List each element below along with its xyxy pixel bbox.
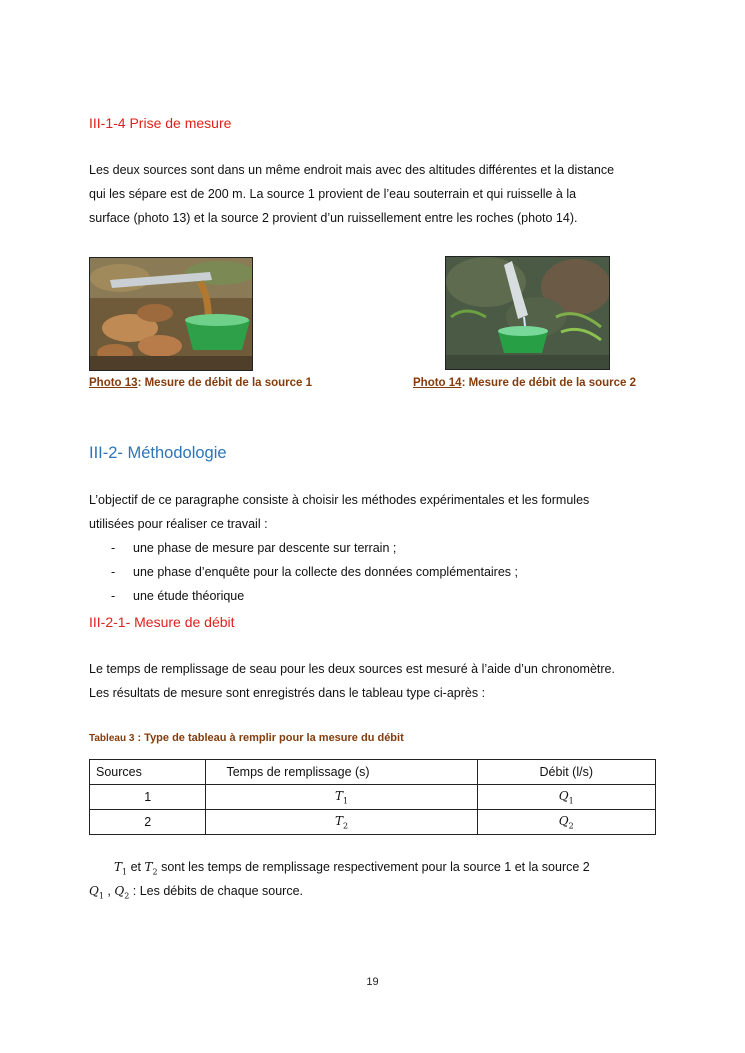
table-cell-flow xyxy=(477,810,655,835)
photo-14-source-2 xyxy=(445,256,610,370)
paragraph-methodologie xyxy=(89,488,656,536)
photo-13-caption-text: : Mesure de débit de la source 1 xyxy=(137,377,313,389)
table-cell-time xyxy=(206,785,477,810)
table-cell-source: 2 xyxy=(90,810,206,835)
paragraph-line: surface (photo 13) et la source 2 provient d’un ruissellement entre les roches (photo 14). xyxy=(89,211,578,225)
photo-14-label: Photo 14 xyxy=(413,377,462,389)
photo-13-source-1 xyxy=(89,257,253,371)
notes-line-1 xyxy=(114,860,590,876)
table-cell-flow xyxy=(477,785,655,810)
math-var: T xyxy=(144,860,153,874)
math-var: Q xyxy=(558,813,569,828)
photo-14-illustration xyxy=(446,257,609,369)
debit-table xyxy=(89,759,656,835)
photo-13-caption xyxy=(89,377,312,389)
table-header-sources: Sources xyxy=(90,760,206,785)
list-item-text: une phase de mesure par descente sur terrain ; xyxy=(133,541,397,555)
paragraph-line: utilisées pour réaliser ce travail : xyxy=(89,517,268,531)
list-item-text: une phase d’enquête pour la collecte des données complémentaires ; xyxy=(133,565,518,579)
paragraph-line: L’objectif de ce paragraphe consiste à choisir les méthodes expérimentales et les formules xyxy=(89,493,590,507)
list-item-text: une étude théorique xyxy=(133,589,245,603)
math-sub: 2 xyxy=(568,821,574,831)
notes-line-2 xyxy=(89,884,303,900)
table-3-label: Tableau 3 xyxy=(89,733,135,744)
math-sub: 2 xyxy=(342,821,349,831)
math-var: T xyxy=(114,860,123,874)
table-header-temps: Temps de remplissage (s) xyxy=(206,760,477,785)
list-item: - une phase de mesure par descente sur terrain ; xyxy=(89,536,656,560)
math-var: Q xyxy=(89,884,99,898)
notes-text: : Les débits de chaque source. xyxy=(129,884,304,898)
methodology-list xyxy=(89,536,656,608)
table-row xyxy=(90,785,656,810)
list-item: - une étude théorique xyxy=(89,584,656,608)
paragraph-line: Les deux sources sont dans un même endroit mais avec des altitudes différentes et la distance xyxy=(89,163,615,177)
table-row xyxy=(90,810,656,835)
table-cell-time xyxy=(206,810,477,835)
math-var: Q xyxy=(114,884,125,898)
math-sub: 1 xyxy=(122,867,128,877)
math-sub: 1 xyxy=(98,891,104,901)
paragraph-line: qui les sépare est de 200 m. La source 1 provient de l’eau souterrain et qui ruisselle à la xyxy=(89,187,577,201)
table-3-caption-text: : Type de tableau à remplir pour la mesure du débit xyxy=(134,732,404,744)
photo-14-caption xyxy=(413,377,636,389)
section-heading-prise-de-mesure: III-1-4 Prise de mesure xyxy=(89,115,232,131)
list-item: - une phase d’enquête pour la collecte des données complémentaires ; xyxy=(89,560,656,584)
math-sub: 1 xyxy=(568,796,574,806)
page-number: 19 xyxy=(366,976,379,988)
table-cell-source: 1 xyxy=(90,785,206,810)
notes-text: et xyxy=(127,860,145,874)
photo-13-illustration xyxy=(90,258,252,370)
table-3-caption xyxy=(89,732,404,744)
paragraph-line: Les résultats de mesure sont enregistrés dans le tableau type ci-après : xyxy=(89,686,486,700)
math-sub: 2 xyxy=(152,867,158,877)
paragraph-sources-description xyxy=(89,158,656,230)
paragraph-line: Le temps de remplissage de seau pour les deux sources est mesuré à l’aide d’un chronomètre. xyxy=(89,662,615,676)
math-var: T xyxy=(334,788,343,803)
notes-text: , xyxy=(103,884,115,898)
photo-14-caption-text: : Mesure de débit de la source 2 xyxy=(461,377,637,389)
math-var: T xyxy=(334,813,343,828)
paragraph-mesure-debit xyxy=(89,657,656,705)
section-heading-methodologie: III-2- Méthodologie xyxy=(89,444,227,462)
table-header-row xyxy=(90,760,656,785)
math-sub: 1 xyxy=(342,796,349,806)
math-var: Q xyxy=(558,788,569,803)
notes-text: sont les temps de remplissage respectivement pour la source 1 et la source 2 xyxy=(157,860,590,874)
table-header-debit: Débit (l/s) xyxy=(477,760,655,785)
photo-13-label: Photo 13 xyxy=(89,377,138,389)
math-sub: 2 xyxy=(124,891,130,901)
section-heading-mesure-de-debit: III-2-1- Mesure de débit xyxy=(89,614,235,630)
